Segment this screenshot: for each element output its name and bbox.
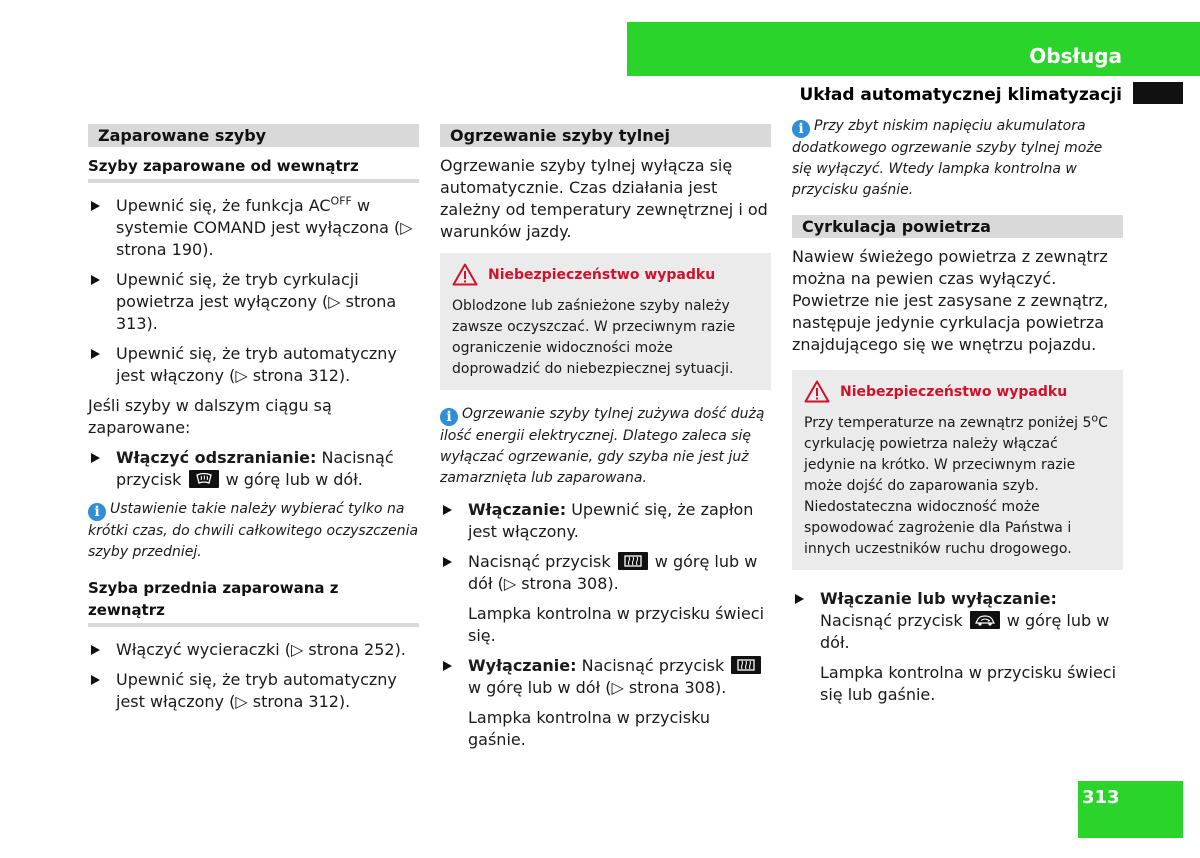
warning-text: Przy temperaturze na zewnątrz poniżej 5$^o$C cyrkulację powietrza należy włączać jedynie na krótko. W przeciwnym razie może dojść do zaparowania szyb. Niedostateczna widoczność może spowodować zagrożenie dla Państwa i innych uczestników ruchu drogowego. [804, 411, 1108, 557]
bullet-triangle-icon [443, 505, 452, 515]
paragraph: Ogrzewanie szyby tylnej wyłącza się automatycznie. Czas działania jest zależny od temperatury zewnętrznej i od warunków jazdy. [440, 156, 768, 241]
bullet-triangle-icon [91, 275, 100, 285]
subheading-outside: Szyba przednia zaparowana z zewnątrz [88, 577, 419, 627]
bullet-triangle-icon [795, 594, 804, 604]
bullet-triangle-icon [91, 645, 100, 655]
list-item: Upewnić się, że tryb cyrkulacji powietrza jest wyłączony (▷ strona 313). [88, 269, 419, 335]
info-icon: i [88, 503, 106, 521]
section-tab-marker [1133, 82, 1183, 104]
bullet-triangle-icon [91, 349, 100, 359]
rear-window-heat-icon [618, 552, 648, 570]
recirculation-icon [970, 611, 1000, 629]
warning-text: Oblodzone lub zaśnieżone szyby należy zawsze oczyszczać. W przeciwnym razie ograniczenie widoczności może doprowadzić do niebezpiecznej sytuacji. [452, 298, 736, 377]
subheading-inside: Szyby zaparowane od wewnątrz [88, 155, 419, 183]
result-text: Lampka kontrolna w przycisku gaśnie. [468, 708, 710, 749]
info-icon: i [440, 408, 458, 426]
bullet-triangle-icon [91, 453, 100, 463]
info-icon: i [792, 120, 810, 138]
list-item: Włączyć wycieraczki (▷ strona 252). [88, 639, 419, 661]
info-note: i Ogrzewanie szyby tylnej zużywa dość dużą ilość energii elektrycznej. Dlatego zaleca się wyłączać ogrzewanie, gdy szyba nie jest już zamarznięta lub zaparowana. [440, 406, 765, 486]
info-note: i Ustawienie takie należy wybierać tylko na krótki czas, do chwili całkowitego oczyszczenia szyby przedniej. [88, 501, 419, 560]
column-right [792, 116, 1123, 714]
warning-title: Niebezpieczeństwo wypadku [452, 263, 759, 286]
list-item: Upewnić się, że tryb automatyczny jest włączony (▷ strona 312). [88, 669, 419, 713]
bullet-triangle-icon [91, 201, 100, 211]
info-note: i Przy zbyt niskim napięciu akumulatora dodatkowego ogrzewanie szyby tylnej może się wyłączyć. Wtedy lampka kontrolna w przycisku gaśnie. [792, 118, 1103, 198]
bullet-triangle-icon [443, 557, 452, 567]
chapter-title: Obsługa [1029, 44, 1122, 68]
result-text: Lampka kontrolna w przycisku świeci się lub gaśnie. [820, 663, 1117, 704]
warning-triangle-icon [804, 380, 830, 403]
section-title: Układ automatycznej klimatyzacji [799, 85, 1122, 105]
column-left [88, 124, 419, 721]
heading-air-recirculation: Cyrkulacja powietrza [792, 215, 1123, 238]
list-item: Upewnić się, że funkcja $AC^{OFF}$ w systemie COMAND jest wyłączona (▷ strona 190). [88, 195, 419, 261]
paragraph: Nawiew świeżego powietrza z zewnątrz można na pewien czas wyłączyć. Powietrze nie jest zasysane z zewnątrz, następuje jedynie cyrkulacja powietrza znajdującego się we wnętrzu pojazdu. [792, 247, 1109, 354]
rear-window-heat-icon [731, 656, 761, 674]
list-item: Wyłączanie: Nacisnąć przycisk w górę lub w dół (▷ strona 308). [440, 655, 771, 699]
page-number: 313 [1082, 787, 1120, 808]
list-item: Włączanie: Upewnić się, że zapłon jest włączony. [440, 499, 771, 543]
windshield-defrost-icon [189, 470, 219, 488]
column-middle [440, 124, 771, 759]
bullet-triangle-icon [443, 661, 452, 671]
warning-title: Niebezpieczeństwo wypadku [804, 380, 1111, 403]
warning-box [792, 370, 1123, 570]
paragraph: Jeśli szyby w dalszym ciągu są zaparowane: [88, 396, 332, 437]
list-item: Włączanie lub wyłączanie: Nacisnąć przycisk w górę lub w dół. [792, 588, 1123, 654]
warning-box [440, 253, 771, 390]
heading-rear-window-heating: Ogrzewanie szyby tylnej [440, 124, 771, 147]
list-item: Nacisnąć przycisk w górę lub w dół (▷ strona 308). [440, 551, 771, 595]
list-item: Włączyć odszranianie: Nacisnąć przycisk w górę lub w dół. [88, 447, 419, 491]
bullet-triangle-icon [91, 675, 100, 685]
heading-foggy-windows: Zaparowane szyby [88, 124, 419, 147]
warning-triangle-icon [452, 263, 478, 286]
result-text: Lampka kontrolna w przycisku świeci się. [468, 604, 765, 645]
list-item: Upewnić się, że tryb automatyczny jest włączony (▷ strona 312). [88, 343, 419, 387]
